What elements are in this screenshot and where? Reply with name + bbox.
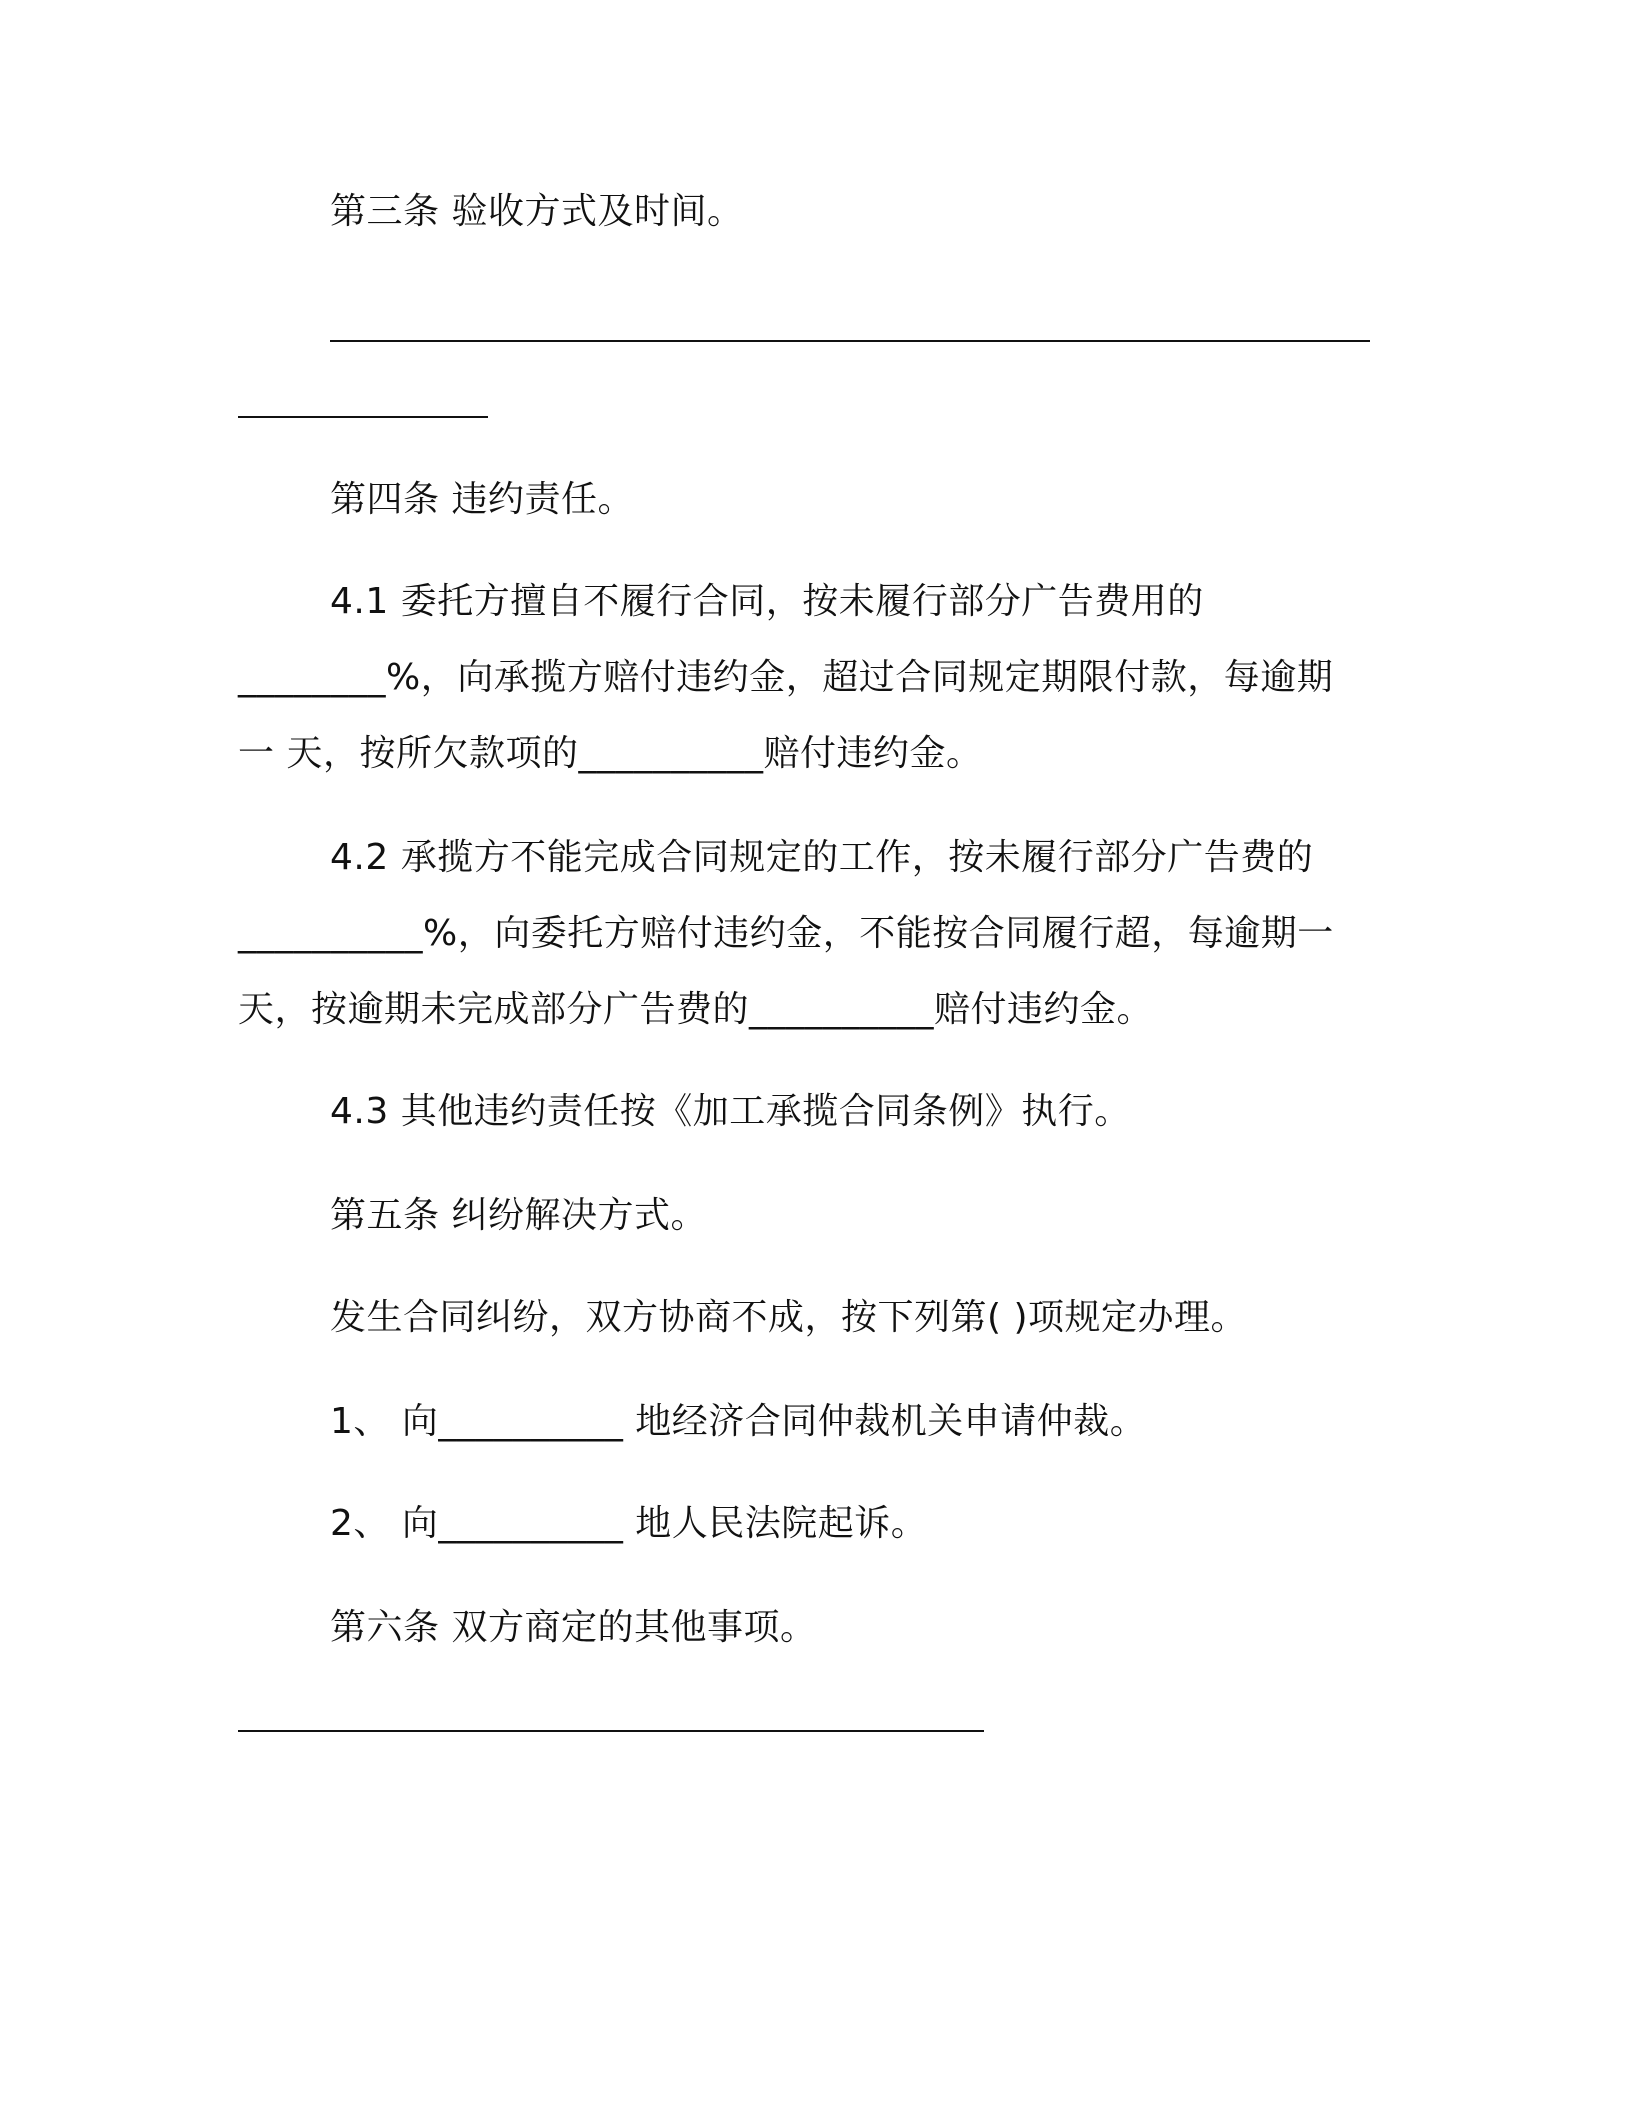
- clause-4-3: 4.3 其他违约责任按《加工承揽合同条例》执行。: [330, 1091, 1131, 1132]
- clause-4-2-line-1: 4.2 承揽方不能完成合同规定的工作，按未履行部分广告费的: [330, 837, 1314, 878]
- clause-4-1-line-3: 一 天，按所欠款项的__________赔付违约金。: [238, 733, 983, 774]
- clause-4-1-line-1: 4.1 委托方擅自不履行合同，按未履行部分广告费用的: [330, 581, 1204, 622]
- article5-heading: 第五条 纠纷解决方式。: [330, 1195, 707, 1236]
- article4-heading: 第四条 违约责任。: [330, 479, 634, 520]
- article5-option-1: 1、 向__________ 地经济合同仲裁机关申请仲裁。: [330, 1401, 1147, 1442]
- article6-blank-line: [238, 1730, 984, 1732]
- article5-intro: 发生合同纠纷，双方协商不成，按下列第( )项规定办理。: [330, 1297, 1248, 1338]
- clause-4-2-line-2: __________%，向委托方赔付违约金，不能按合同履行超，每逾期一: [238, 913, 1334, 954]
- article6-heading: 第六条 双方商定的其他事项。: [330, 1607, 817, 1648]
- clause-4-1-line-2: ________%，向承揽方赔付违约金，超过合同规定期限付款，每逾期: [238, 657, 1334, 698]
- article5-option-2: 2、 向__________ 地人民法院起诉。: [330, 1503, 928, 1544]
- article3-blank-line-1: [330, 340, 1370, 342]
- article3-heading: 第三条 验收方式及时间。: [330, 191, 744, 232]
- article3-blank-line-2: [238, 416, 488, 418]
- clause-4-2-line-3: 天，按逾期未完成部分广告费的__________赔付违约金。: [238, 989, 1154, 1030]
